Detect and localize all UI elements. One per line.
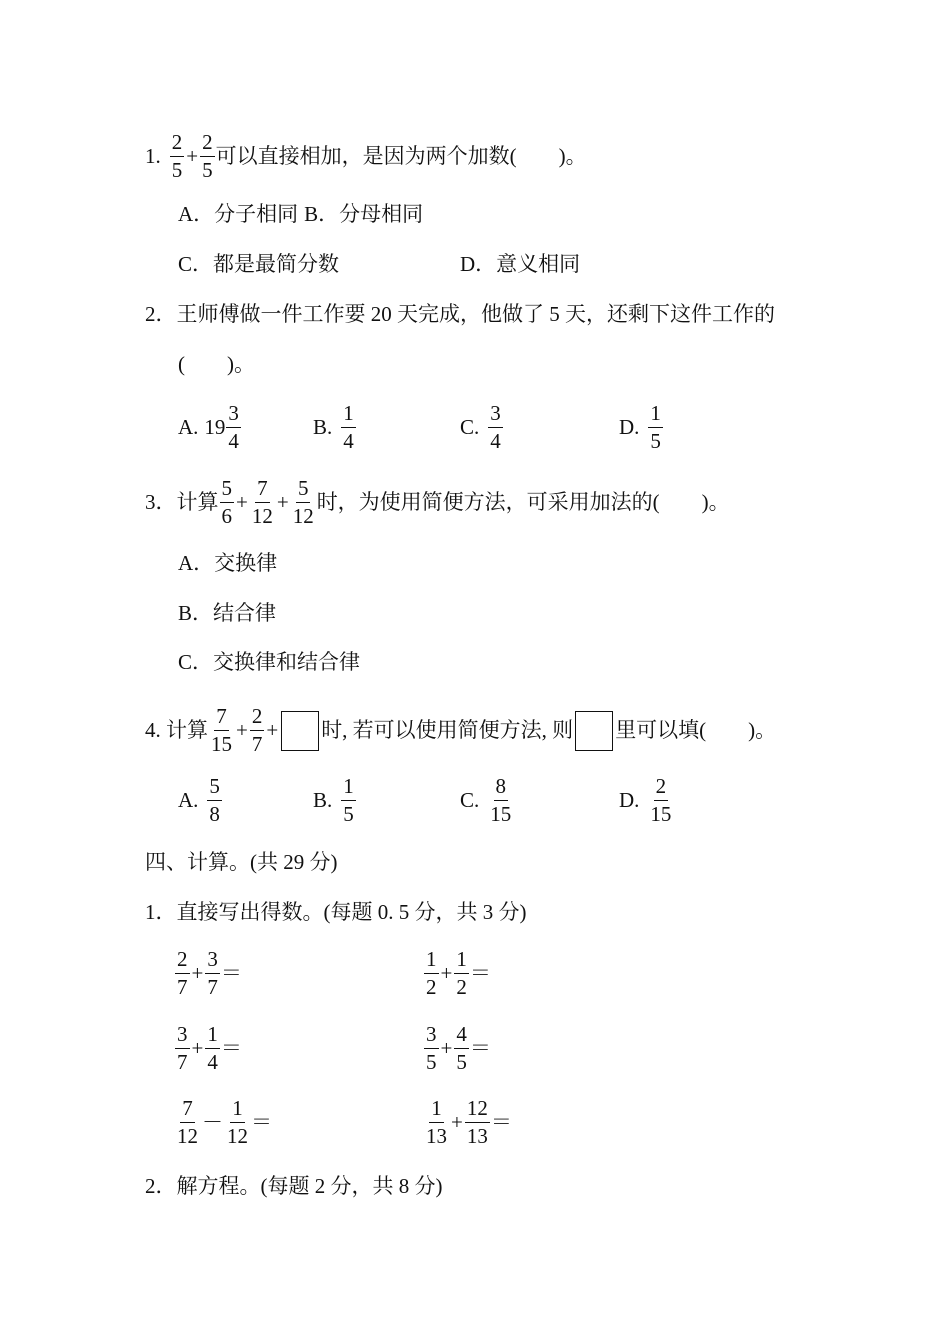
- expression-5: [174, 1098, 332, 1147]
- option-label: A.: [178, 415, 199, 439]
- subquestion-title: 2．解方程。(每题 2 分，共 8 分): [145, 1174, 443, 1198]
- fraction: $\frac{3}{7}$: [177, 1022, 188, 1074]
- q1-options-row1: [178, 204, 423, 225]
- q1-number: 1.: [145, 144, 161, 168]
- q3-option-b[interactable]: B．结合律: [178, 601, 277, 625]
- operator: +: [440, 961, 453, 985]
- q4-prefix: 4. 计算: [145, 718, 208, 742]
- answer-blank[interactable]: [242, 1034, 302, 1064]
- equals-sign: ＝: [220, 961, 242, 985]
- section-title: 四、计算。(共 29 分): [145, 850, 338, 874]
- q1-option-b[interactable]: B．分母相同: [304, 202, 424, 226]
- q4-option-a-fraction: $\frac{5}{8}$: [209, 774, 220, 826]
- q1-fraction-2: $\frac{2}{5}$: [202, 130, 213, 182]
- q3-stem: [145, 478, 730, 527]
- q3-option-c-line: [178, 652, 360, 673]
- q3-option-a[interactable]: A．交换律: [178, 551, 278, 575]
- expression-2: [423, 949, 551, 998]
- q2-stem-line1: [145, 304, 775, 325]
- q4-stem: [145, 706, 776, 755]
- q1-text: 可以直接相加，是因为两个加数( )。: [215, 144, 587, 168]
- expression-3: [174, 1024, 302, 1073]
- fraction: $\frac{7}{12}$: [177, 1096, 198, 1148]
- mixed-whole: 19: [204, 415, 226, 439]
- q4-fraction-1: $\frac{7}{15}$: [211, 704, 232, 756]
- q2-option-c[interactable]: [460, 403, 504, 452]
- fraction: $\frac{3}{7}$: [207, 947, 218, 999]
- operator: －: [202, 1110, 223, 1134]
- answer-blank[interactable]: [512, 1108, 572, 1138]
- equals-sign: ＝: [220, 1036, 242, 1060]
- q1-option-a[interactable]: A．分子相同: [178, 202, 299, 226]
- option-label: D.: [619, 788, 640, 812]
- expression-1: [174, 949, 302, 998]
- option-label: C.: [460, 788, 480, 812]
- equals-sign: ＝: [490, 1110, 512, 1134]
- q4-option-d[interactable]: [619, 776, 674, 825]
- option-label: B.: [313, 415, 333, 439]
- operator: +: [440, 1036, 453, 1060]
- q1-fraction-1: $\frac{2}{5}$: [171, 130, 183, 182]
- operator: +: [191, 1036, 204, 1060]
- option-label: D.: [619, 415, 640, 439]
- q3-fraction-1: $\frac{5}{6}$: [221, 476, 232, 528]
- q3-fraction-2: $\frac{7}{12}$: [251, 476, 273, 528]
- q4-operator-2: +: [266, 718, 279, 742]
- fraction: $\frac{1}{12}$: [227, 1096, 248, 1148]
- answer-blank[interactable]: [491, 959, 551, 989]
- fraction: $\frac{4}{5}$: [456, 1022, 467, 1074]
- q4-fraction-2: $\frac{2}{7}$: [251, 704, 263, 756]
- answer-blank[interactable]: [272, 1108, 332, 1138]
- q4-option-b-fraction: $\frac{1}{5}$: [343, 774, 354, 826]
- q2-stem-line2: [178, 354, 255, 375]
- fraction: $\frac{1}{4}$: [207, 1022, 218, 1074]
- section-4-title: [145, 852, 338, 873]
- q1-option-d-line: [460, 254, 580, 275]
- q2-option-b-fraction: $\frac{1}{4}$: [343, 401, 354, 453]
- q4-option-a[interactable]: [178, 776, 223, 825]
- q3-option-b-line: [178, 603, 276, 624]
- q1-option-c-line: [178, 254, 339, 275]
- subquestion-title: 1．直接写出得数。(每题 0. 5 分，共 3 分): [145, 900, 527, 924]
- q2-option-c-fraction: $\frac{3}{4}$: [490, 401, 501, 453]
- q4-blank-box-2: [575, 711, 613, 751]
- q2-option-d[interactable]: [619, 403, 664, 452]
- q2-blank: ( )。: [178, 352, 255, 376]
- q3-option-c[interactable]: C．交换律和结合律: [178, 650, 361, 674]
- s4q2-title: [145, 1176, 443, 1197]
- q2-option-d-fraction: $\frac{1}{5}$: [650, 401, 661, 453]
- q3-operator-1: +: [236, 490, 248, 514]
- fraction: $\frac{1}{2}$: [426, 947, 437, 999]
- equals-sign: ＝: [469, 1036, 491, 1060]
- q4-blank-box-1: [281, 711, 319, 751]
- fraction: $\frac{1}{2}$: [456, 947, 467, 999]
- q4-suffix: 里可以填( )。: [615, 718, 777, 742]
- q3-option-a-line: [178, 553, 277, 574]
- q4-operator-1: +: [236, 718, 248, 742]
- operator: +: [451, 1110, 463, 1134]
- q3-fraction-3: $\frac{5}{12}$: [292, 476, 314, 528]
- fraction: $\frac{12}{13}$: [466, 1096, 488, 1148]
- q1-option-c[interactable]: C．都是最简分数: [178, 252, 340, 276]
- q2-text: 2．王师傅做一件工作要 20 天完成，他做了 5 天，还剩下这件工作的: [145, 302, 775, 326]
- q2-option-a-fraction: $\frac{3}{4}$: [228, 401, 239, 453]
- fraction: $\frac{1}{13}$: [426, 1096, 447, 1148]
- fraction: $\frac{3}{5}$: [426, 1022, 437, 1074]
- option-label: A.: [178, 788, 199, 812]
- fraction: $\frac{2}{7}$: [177, 947, 188, 999]
- answer-blank[interactable]: [491, 1034, 551, 1064]
- q4-mid: 时, 若可以使用简便方法, 则: [321, 718, 574, 742]
- q2-option-b[interactable]: [313, 403, 357, 452]
- answer-blank[interactable]: [242, 959, 302, 989]
- q1-stem: [145, 132, 587, 181]
- equals-sign: ＝: [251, 1110, 272, 1134]
- q4-option-d-fraction: $\frac{2}{15}$: [650, 774, 672, 826]
- q3-suffix: 时，为使用简便方法，可采用加法的( )。: [316, 490, 730, 514]
- expression-4: [423, 1024, 551, 1073]
- s4q1-title: [145, 902, 527, 923]
- option-label: B.: [313, 788, 333, 812]
- option-label: C.: [460, 415, 480, 439]
- q3-operator-2: +: [276, 490, 289, 514]
- q3-prefix: 3．计算: [145, 490, 219, 514]
- q4-option-b[interactable]: [313, 776, 357, 825]
- operator: +: [191, 961, 204, 985]
- q1-operator: +: [186, 144, 199, 168]
- q4-option-c-fraction: $\frac{8}{15}$: [490, 774, 512, 826]
- q1-option-d[interactable]: D．意义相同: [460, 252, 581, 276]
- q4-option-c[interactable]: [460, 776, 514, 825]
- expression-6: [423, 1098, 572, 1147]
- q2-option-a[interactable]: [178, 403, 242, 452]
- equals-sign: ＝: [469, 961, 491, 985]
